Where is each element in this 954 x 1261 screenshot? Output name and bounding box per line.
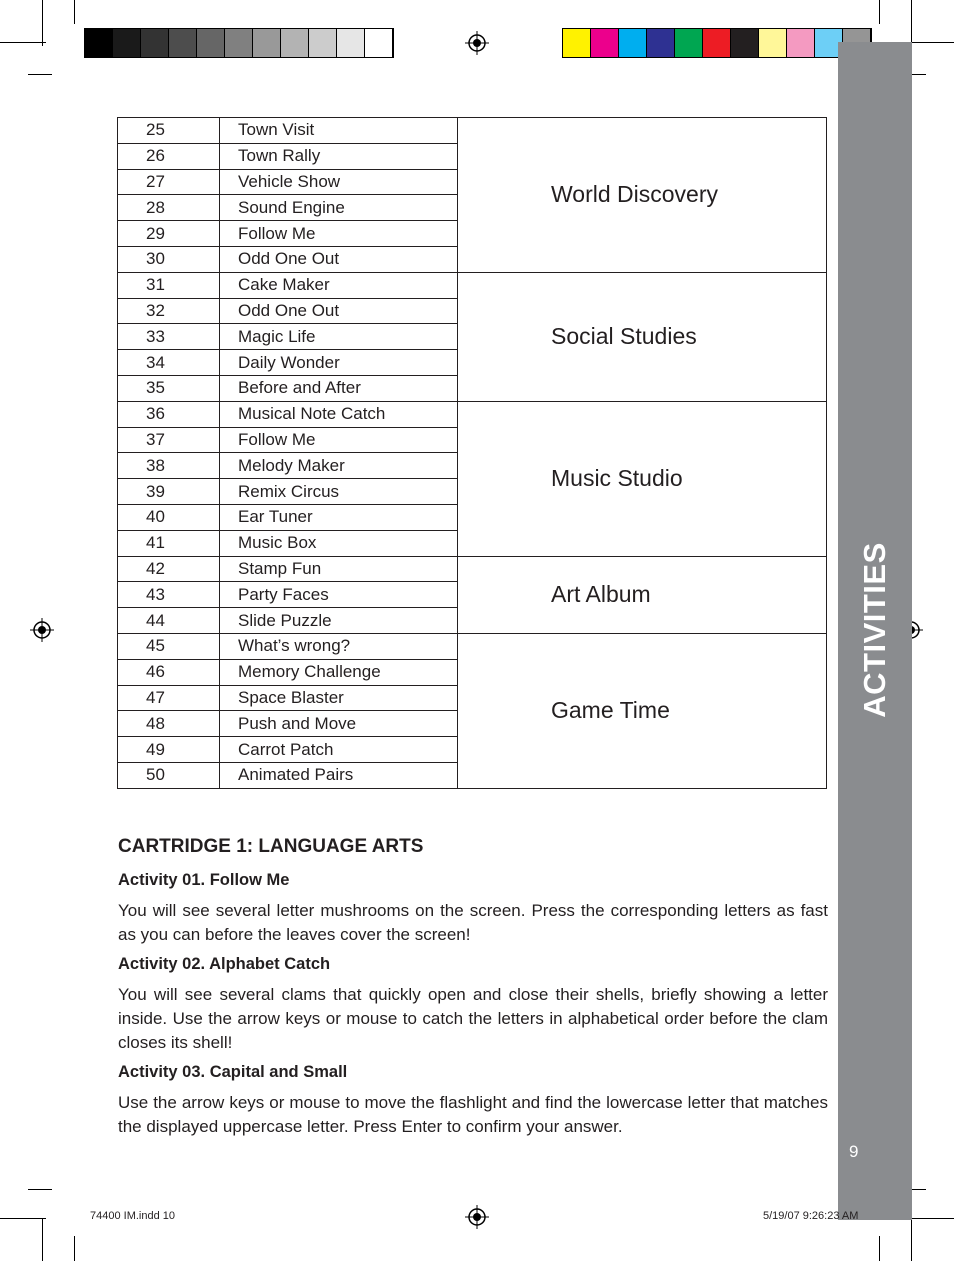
category-name: World Discovery [458,118,827,273]
activity-name: Vehicle Show [220,169,458,195]
color-swatch [563,29,591,57]
activity-name: Odd One Out [220,246,458,272]
activity-number: 48 [118,711,220,737]
activity-number: 29 [118,221,220,247]
activity-name: Before and After [220,375,458,401]
color-swatch [281,29,309,57]
activity-number: 31 [118,272,220,298]
table-row [118,118,827,144]
activity-number: 33 [118,324,220,350]
process-color-bar [562,28,872,58]
activity-number: 47 [118,685,220,711]
activity-name: Music Box [220,530,458,556]
color-swatch [141,29,169,57]
color-swatch [591,29,619,57]
color-swatch [787,29,815,57]
activity-name: Party Faces [220,582,458,608]
category-name: Art Album [458,556,827,633]
color-swatch [309,29,337,57]
activity-number: 35 [118,375,220,401]
activity-number: 26 [118,143,220,169]
color-swatch [703,29,731,57]
activity-number: 25 [118,118,220,144]
activity-name: Ear Tuner [220,504,458,530]
registration-mark-icon [465,1205,489,1229]
color-swatch [85,29,113,57]
activity-description: You will see several letter mushrooms on the screen. Press the corresponding letters as fast as you can before the leaves cover the screen! [118,901,828,944]
activity-name: Town Visit [220,118,458,144]
table-row [118,556,827,582]
activity-number: 36 [118,401,220,427]
activity-number: 45 [118,633,220,659]
color-swatch [225,29,253,57]
slug-filename: 74400 IM.indd 10 [90,1210,176,1222]
category-name: Social Studies [458,272,827,401]
table-row [118,633,827,659]
table-row [118,401,827,427]
activity-number: 49 [118,737,220,763]
activity-title: Activity 02. Alphabet Catch [118,955,331,973]
page-number: 9 [849,1142,859,1161]
activity-number: 38 [118,453,220,479]
color-swatch [337,29,365,57]
color-swatch [253,29,281,57]
activity-name: Memory Challenge [220,659,458,685]
activity-name: Space Blaster [220,685,458,711]
color-swatch [619,29,647,57]
activity-number: 39 [118,479,220,505]
activities-table [117,117,827,789]
registration-mark-icon [465,31,489,55]
registration-mark-icon [30,618,54,642]
activity-number: 50 [118,762,220,788]
activity-number: 30 [118,246,220,272]
activity-name: What’s wrong? [220,633,458,659]
category-name: Game Time [458,633,827,788]
activity-name: Sound Engine [220,195,458,221]
activity-name: Animated Pairs [220,762,458,788]
activity-title: Activity 01. Follow Me [118,871,290,889]
color-swatch [675,29,703,57]
activity-name: Remix Circus [220,479,458,505]
activity-number: 32 [118,298,220,324]
color-swatch [759,29,787,57]
activity-number: 42 [118,556,220,582]
color-swatch [731,29,759,57]
color-swatch [169,29,197,57]
activity-description: Use the arrow keys or mouse to move the flashlight and find the lowercase letter that matches the displayed uppercase letter. Press Enter to confirm your answer. [118,1093,828,1136]
activity-name: Melody Maker [220,453,458,479]
activity-number: 37 [118,427,220,453]
activity-description: You will see several clams that quickly open and close their shells, briefly showing a letter inside. Use the arrow keys or mouse to catch the letters in alphabetical order before the clam closes its shell! [118,985,828,1052]
activity-name: Daily Wonder [220,350,458,376]
side-tab-label: ACTIVITIES [857,542,892,718]
activity-number: 43 [118,582,220,608]
slug-timestamp: 5/19/07 9:26:23 AM [763,1210,859,1222]
activity-name: Magic Life [220,324,458,350]
activity-number: 27 [118,169,220,195]
activity-name: Musical Note Catch [220,401,458,427]
activity-name: Carrot Patch [220,737,458,763]
color-swatch [113,29,141,57]
activity-name: Odd One Out [220,298,458,324]
activity-name: Stamp Fun [220,556,458,582]
activity-number: 28 [118,195,220,221]
activity-number: 44 [118,608,220,634]
activity-number: 40 [118,504,220,530]
activity-title: Activity 03. Capital and Small [118,1063,348,1081]
activity-number: 34 [118,350,220,376]
cartridge-section [118,836,828,1147]
grayscale-color-bar [84,28,394,58]
activity-name: Push and Move [220,711,458,737]
table-row [118,272,827,298]
color-swatch [647,29,675,57]
activity-name: Town Rally [220,143,458,169]
section-heading: CARTRIDGE 1: LANGUAGE ARTS [118,836,424,857]
color-swatch [365,29,393,57]
activity-name: Follow Me [220,221,458,247]
color-swatch [197,29,225,57]
activity-number: 46 [118,659,220,685]
activity-name: Slide Puzzle [220,608,458,634]
activity-number: 41 [118,530,220,556]
category-name: Music Studio [458,401,827,556]
activity-name: Cake Maker [220,272,458,298]
activity-name: Follow Me [220,427,458,453]
